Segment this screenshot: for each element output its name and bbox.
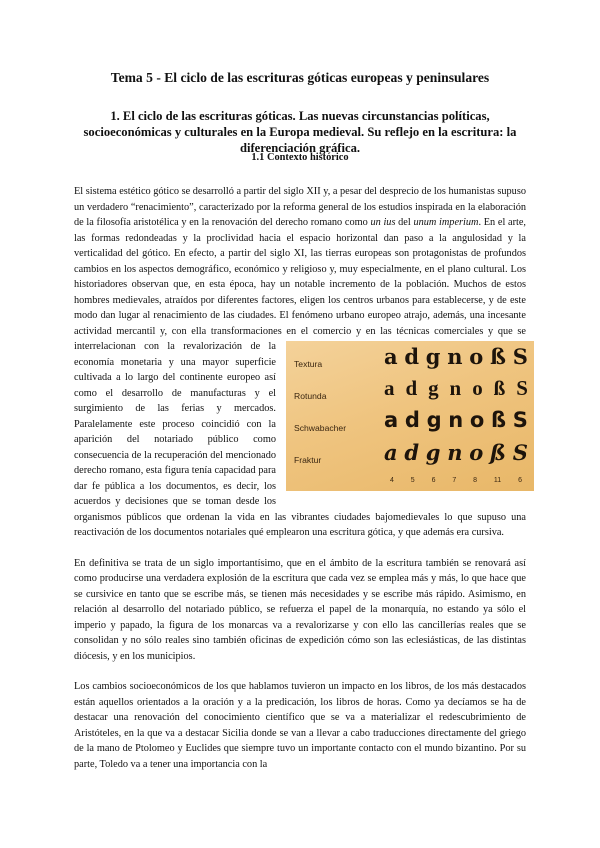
figure-label: Rotunda [294, 391, 327, 401]
glyph: n [447, 440, 463, 465]
glyph: a [384, 440, 398, 465]
glyph: ß [491, 408, 507, 432]
figure-row-schwabacher [286, 408, 534, 443]
figure-glyphs [384, 408, 528, 432]
glyph: S [516, 376, 528, 400]
figure-number: 8 [473, 476, 478, 484]
paragraph-1-part-3-before-figure: . En el arte, las formas redondeadas y la proclividad hacia el espacio horizontal dan paso a la angulosidad y la verticalidad del gótico. En efecto, a partir del siglo XI, las tierras europeas son protagonistas de profundos cambios en los aspectos demográfico, económico y religioso y, muy especialmente, en el plano cultural. Los historiadores observan que, en esta época, hay un notable incremento de la población. Muchos de estos hombres medievales, atraídos por diferentes factores, eligen los centros urbanos para establecerse, y de este modo dan lugar al renacimiento de las ciudades. El fenómeno urbano europeo atrajo, además, una incesante actividad mercantil y, con ella transformaciones en el comercio y en las técnicas comerciales y que se interrelacionan con la [74, 217, 527, 352]
glyph: a [384, 344, 398, 369]
glyph: g [425, 344, 441, 369]
figure-label: Fraktur [294, 455, 322, 465]
figure-label: Textura [294, 359, 323, 369]
figure-glyphs [384, 344, 528, 369]
paragraph-1-part-1: El sistema estético gótico se desarrolló a partir del siglo XII y, a pesar del desprecio de los humanistas supuso un verdadero “renacimiento”, caracterizado por la reforma general de los estudios inspirada en la elaboración de la filosofía aristotélica y en la renovación del derecho romano como [74, 186, 526, 228]
glyph: d [404, 344, 420, 369]
document-title: Tema 5 - El ciclo de las escrituras góticas europeas y peninsulares [110, 70, 490, 85]
paragraph-3: Los cambios socioeconómicos de los que hablamos tuvieron un impacto en los libros, de los más destacados están aquellos orientados a la oración y a la predicación, los libros de horas. Como ya decíamos se ha de destacar una renovación del conocimiento científico que se va a materializar el redescubrimiento de Aristóteles, en la que va a destacar Sicilia donde se van a llevar a cabo traducciones directamente del griego de la mano de Ptolomeo y Euclides que siempre tuvo un importante contacto con el mundo bizantino. Por su parte, Toledo va a tener una importancia con la [74, 681, 526, 770]
paragraph-2: En definitiva se trata de un siglo importantísimo, que en el ámbito de la escritura también se renovará así como producirse una verdadera explosión de la escritura que cada vez se emplea más y más, lo que hace que se cursivice en tanto que se escribe más, se tienen más necesidades y se escribe más rápido. Asimismo, en relación al desarrollo del notariado público, se refuerza el papel de la monarquía, no estando ya sólo el imperio y papado, la figura de los monarcas va a revalorizarse y con ello las cancillerías reales que se consolidan y no sólo reales sino también oficinas de expedición cómo son las eclesiásticas, de las distintas diócesis, y en los municipios. [74, 557, 526, 662]
glyph: ß [493, 376, 506, 400]
figure-number: 6 [431, 476, 436, 484]
paragraph-1-part-2: del [395, 217, 414, 228]
glyph: d [404, 408, 420, 432]
glyph: ß [490, 344, 506, 369]
figure-number: 7 [452, 476, 457, 484]
paragraph-1 [74, 184, 526, 541]
figure-label: Schwabacher [294, 423, 347, 433]
glyph: d [405, 376, 418, 400]
figure-number: 4 [390, 476, 394, 484]
italic-term-imperium: unum imperium [413, 217, 479, 228]
gothic-scripts-figure [286, 341, 534, 491]
glyph: g [428, 376, 439, 400]
glyph: d [404, 440, 420, 465]
figure-number: 5 [410, 476, 415, 484]
subsection-title: 1.1 Contexto histórico [251, 152, 349, 163]
figure-row-fraktur [286, 440, 534, 475]
glyph: n [447, 344, 463, 369]
glyph: o [469, 344, 484, 369]
italic-term-ius: un ius [370, 217, 396, 228]
figure-glyphs [384, 440, 528, 465]
glyph: o [469, 440, 484, 465]
figure-numbers [384, 473, 528, 489]
paragraph-1-part-3-after-figure: revalorización de la economía monetaria y una mayor superficie cultivada a lo largo del continente europeo así como el desarrollo de manufacturas y el surgimiento de las ferias y mercados. Paralelamente este proceso coincidió con la aparición del notariado público como consecuencia de la recuperación del mencionado derecho romano, esta figura tenía capacidad para dar fe pública a los documentos, es decir, los acuerdos y decisiones que se toman desde los organismos públicos que ordenan la vida en las vibrantes ciudades bajomedievales lo que supuso una reactivación de los documentos notariales qué emplearon una escritura gótica, y que además era cursiva. [74, 341, 526, 538]
glyph: ß [490, 440, 506, 465]
glyph: S [512, 344, 528, 369]
glyph: g [426, 408, 442, 432]
figure-glyphs [384, 376, 528, 400]
glyph: S [512, 408, 528, 432]
figure-number: 6 [518, 476, 522, 484]
glyph: n [448, 408, 464, 432]
glyph: a [384, 408, 399, 432]
figure-row-textura [286, 344, 534, 379]
section-title: 1. El ciclo de las escrituras góticas. Las nuevas circunstancias políticas, socioeconómicas y culturales en la Europa medieval. Su reflejo en la escritura: la diferenciación gráfica. [83, 109, 517, 155]
figure-number: 11 [493, 476, 502, 484]
body-text [74, 184, 526, 787]
glyph: a [384, 376, 395, 400]
figure-row-rotunda [286, 376, 534, 411]
glyph: o [472, 376, 483, 400]
glyph: o [469, 408, 485, 432]
glyph: n [449, 376, 462, 400]
glyph: S [512, 440, 528, 465]
glyph: g [425, 440, 441, 465]
